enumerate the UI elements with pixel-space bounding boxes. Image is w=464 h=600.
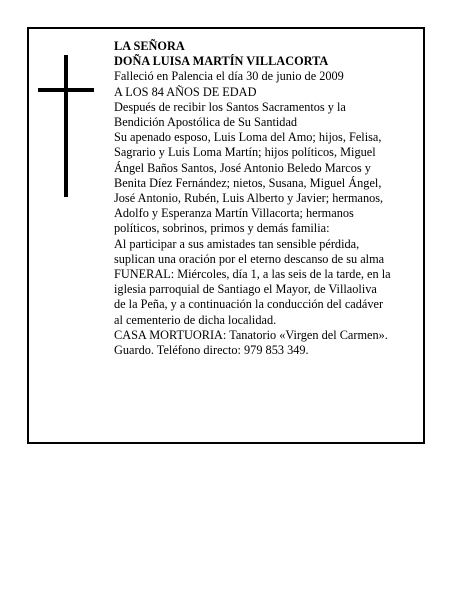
notice-line: Al participar a sus amistades tan sensible pérdida, [114,236,360,251]
notice-line: Adolfo y Esperanza Martín Villacorta; hermanos [114,206,354,221]
cross-vertical-bar [64,55,68,197]
notice-line: Después de recibir los Santos Sacramentos y la [114,99,346,114]
notice-heading: LA SEÑORA [114,39,185,53]
cross-horizontal-bar [38,88,94,92]
notice-line: Benita Díez Fernández; nietos, Susana, Miguel Ángel, [114,175,382,190]
notice-line: Bendición Apostólica de Su Santidad [114,115,298,130]
notice-line: Falleció en Palencia el día 30 de junio de 2009 [114,69,344,84]
notice-line: políticos, sobrinos, primos y demás familia: [114,221,330,236]
notice-line: Guardo. Teléfono directo: 979 853 349. [114,343,309,358]
notice-line: Ángel Baños Santos, José Antonio Beledo Marcos y [114,160,371,175]
notice-line: CASA MORTUORIA: Tanatorio «Virgen del Carmen». [114,327,388,342]
notice-line: Sagrario y Luis Loma Martín; hijos políticos, Miguel [114,145,376,160]
notice-line: José Antonio, Rubén, Luis Alberto y Javier; hermanos, [114,191,384,206]
notice-line: Su apenado esposo, Luis Loma del Amo; hijos, Felisa, [114,130,382,145]
deceased-name: DOÑA LUISA MARTÍN VILLACORTA [114,54,329,69]
obituary-text [114,39,422,358]
notice-line: de la Peña, y a continuación la conducción del cadáver [114,297,384,312]
notice-line: suplican una oración por el eterno descanso de su alma [114,251,385,266]
notice-line: al cementerio de dicha localidad. [114,312,277,327]
notice-line: iglesia parroquial de Santiago el Mayor, de Villaoliva [114,282,377,297]
notice-line: A LOS 84 AÑOS DE EDAD [114,84,257,99]
notice-line: FUNERAL: Miércoles, día 1, a las seis de la tarde, en la [114,267,391,282]
